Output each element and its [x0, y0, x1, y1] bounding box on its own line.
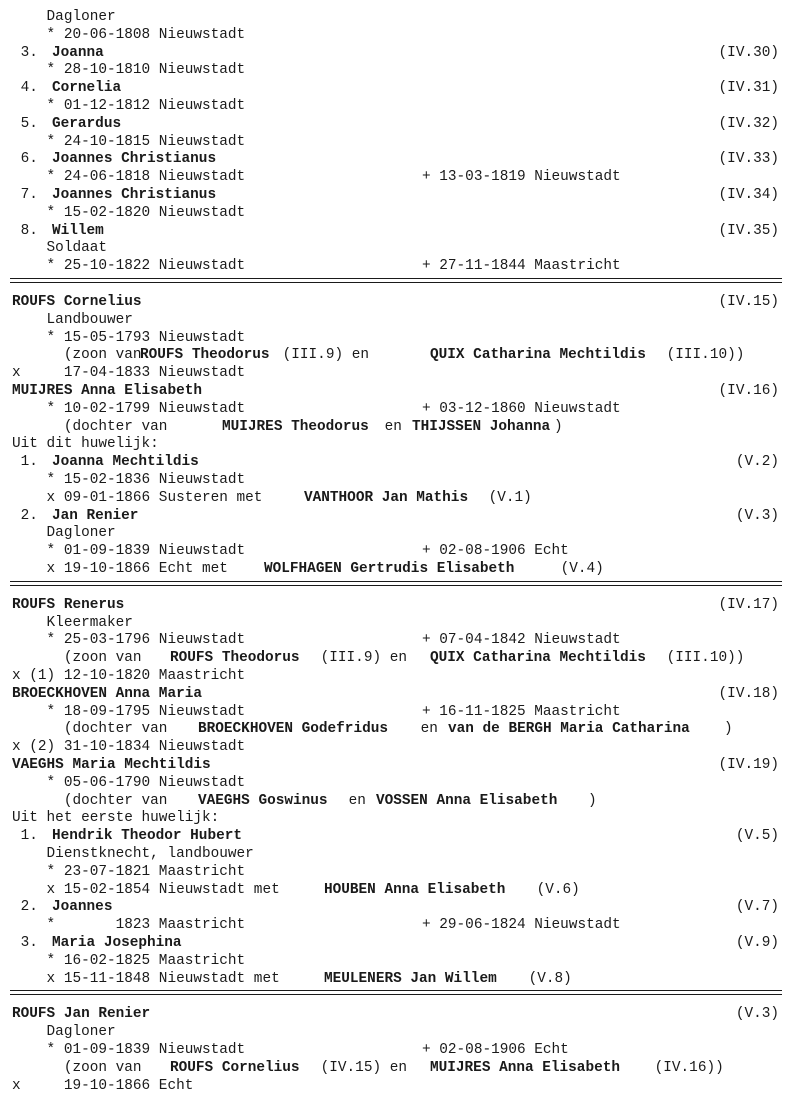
record-text: * 24-06-1818 Nieuwstadt [12, 169, 246, 186]
generation-ref: (IV.17) [718, 596, 779, 613]
record-line [12, 774, 779, 792]
record-text: 2. [12, 507, 47, 524]
section-divider [10, 990, 782, 995]
record-line [12, 168, 779, 186]
record-line [12, 916, 779, 934]
record-text: * 23-07-1821 Maastricht [12, 863, 246, 880]
record-line [12, 26, 779, 44]
record-text: (zoon van [12, 347, 151, 364]
record-text: (zoon van [12, 1059, 151, 1076]
generation-ref: (IV.19) [718, 757, 779, 773]
person-name: Joannes Christianus [52, 151, 217, 168]
record-line [12, 239, 779, 257]
record-text: en [376, 418, 411, 435]
record-line [12, 311, 779, 329]
record-line [12, 667, 779, 685]
record-text: x 19-10-1866 Echt met [12, 561, 237, 577]
record-text: * 01-12-1812 Nieuwstadt [12, 98, 246, 114]
generation-ref: (IV.16) [718, 383, 779, 399]
record-text: x 17-04-1833 Nieuwstadt [12, 365, 246, 382]
record-line [12, 703, 779, 721]
record-text: Soldaat [12, 240, 107, 257]
record-line [12, 79, 779, 97]
section-divider [10, 278, 782, 283]
person-name: MUIJRES Anna Elisabeth [430, 1059, 620, 1076]
record-line [12, 756, 779, 774]
record-line [12, 649, 779, 667]
record-text: ) [554, 418, 563, 435]
record-line [12, 881, 779, 899]
generation-ref: (V.7) [735, 899, 779, 916]
record-text: en [412, 721, 447, 738]
record-line [12, 507, 779, 525]
record-line [12, 952, 779, 970]
person-name: ROUFS Jan Renier [12, 1006, 151, 1023]
record-text: + 27-11-1844 Maastricht [422, 258, 621, 275]
record-line [12, 150, 779, 168]
record-text: (dochter van [12, 418, 177, 435]
record-text: * 1823 Maastricht [12, 917, 246, 934]
record-line [12, 418, 779, 436]
record-text: (V.1) [480, 489, 532, 506]
record-text: * 18-09-1795 Nieuwstadt [12, 703, 246, 720]
record-line [12, 222, 779, 240]
person-name: THIJSSEN Johanna [412, 418, 551, 435]
record-text: + 07-04-1842 Nieuwstadt [422, 632, 621, 649]
record-text: * 10-02-1799 Nieuwstadt [12, 400, 246, 417]
generation-ref: (V.3) [735, 507, 779, 524]
record-text: 8. [12, 222, 47, 239]
record-text: x (2) 31-10-1834 Nieuwstadt [12, 739, 246, 756]
record-text: (zoon van [12, 650, 151, 667]
record-text: en [340, 792, 375, 809]
record-text: x 15-02-1854 Nieuwstadt met [12, 881, 289, 898]
record-line [12, 614, 779, 632]
generation-ref: (IV.35) [718, 222, 779, 239]
record-line [12, 471, 779, 489]
record-line [12, 845, 779, 863]
person-name: VANTHOOR Jan Mathis [304, 489, 469, 506]
generation-ref: (V.9) [735, 935, 779, 951]
record-text: 5. [12, 115, 47, 132]
record-text: x 15-11-1848 Nieuwstadt met [12, 970, 289, 987]
record-line [12, 453, 779, 471]
record-text: 3. [12, 935, 47, 951]
record-text: (V.6) [528, 881, 580, 898]
record-text: (dochter van [12, 792, 177, 809]
person-name: VAEGHS Goswinus [198, 792, 328, 809]
person-name: ROUFS Theodorus [140, 347, 270, 364]
person-name: VOSSEN Anna Elisabeth [376, 792, 558, 809]
record-line [12, 720, 779, 738]
record-line [12, 970, 779, 988]
record-text: * 25-03-1796 Nieuwstadt [12, 632, 246, 649]
person-name: BROECKHOVEN Anna Maria [12, 685, 202, 702]
record-line [12, 1059, 779, 1077]
generation-ref: (IV.33) [718, 151, 779, 168]
record-line [12, 863, 779, 881]
person-name: Jan Renier [52, 507, 139, 524]
person-name: MUIJRES Theodorus [222, 418, 369, 435]
record-line [12, 61, 779, 79]
record-text: * 01-09-1839 Nieuwstadt [12, 543, 246, 560]
record-text: 6. [12, 151, 47, 168]
record-line [12, 524, 779, 542]
record-text: * 15-02-1820 Nieuwstadt [12, 204, 246, 221]
record-text: * 25-10-1822 Nieuwstadt [12, 258, 246, 275]
record-line [12, 435, 779, 453]
record-text: Dagloner [12, 525, 116, 542]
record-line [12, 133, 779, 151]
record-text: x 09-01-1866 Susteren met [12, 489, 272, 506]
record-line [12, 596, 779, 614]
person-name: BROECKHOVEN Godefridus [198, 721, 388, 738]
person-name: VAEGHS Maria Mechtildis [12, 757, 211, 773]
record-line [12, 809, 779, 827]
generation-ref: (IV.32) [718, 115, 779, 132]
record-text: * 15-05-1793 Nieuwstadt [12, 329, 246, 346]
generation-ref: (IV.30) [718, 44, 779, 61]
record-line [12, 1077, 779, 1095]
record-text: (IV.16)) [646, 1059, 724, 1076]
record-text: Dagloner [12, 9, 116, 25]
record-line [12, 560, 779, 578]
record-text: Dienstknecht, landbouwer [12, 846, 254, 862]
record-line [12, 204, 779, 222]
person-name: HOUBEN Anna Elisabeth [324, 881, 506, 898]
record-text: (III.9) en [274, 347, 378, 364]
record-text: * 28-10-1810 Nieuwstadt [12, 62, 246, 79]
record-line [12, 934, 779, 952]
record-line [12, 97, 779, 115]
record-line [12, 542, 779, 560]
record-line [12, 792, 779, 810]
record-text: (IV.15) en [312, 1059, 416, 1076]
record-text: * 01-09-1839 Nieuwstadt [12, 1042, 246, 1058]
record-text: 1. [12, 828, 47, 845]
generation-ref: (V.2) [735, 454, 779, 471]
generation-ref: (IV.31) [718, 80, 779, 97]
person-name: ROUFS Cornelius [170, 1059, 300, 1076]
record-text: * 05-06-1790 Nieuwstadt [12, 774, 246, 791]
record-text: + 16-11-1825 Maastricht [422, 703, 621, 720]
person-name: Hendrik Theodor Hubert [52, 828, 242, 845]
record-line [12, 1041, 779, 1059]
person-name: Joannes Christianus [52, 187, 217, 203]
record-text: Uit dit huwelijk: [12, 436, 159, 453]
record-text: (III.10)) [658, 347, 745, 364]
record-text: Uit het eerste huwelijk: [12, 810, 220, 827]
record-text: + 02-08-1906 Echt [422, 543, 569, 560]
record-line [12, 346, 779, 364]
generation-ref: (IV.15) [718, 294, 779, 310]
record-line [12, 827, 779, 845]
person-name: ROUFS Cornelius [12, 294, 142, 310]
record-text: * 16-02-1825 Maastricht [12, 952, 246, 969]
person-name: MUIJRES Anna Elisabeth [12, 383, 202, 399]
record-text: x 19-10-1866 Echt [12, 1077, 194, 1094]
record-line [12, 115, 779, 133]
record-text: + 29-06-1824 Nieuwstadt [422, 917, 621, 934]
record-line [12, 685, 779, 703]
record-line [12, 738, 779, 756]
person-name: Willem [52, 222, 104, 239]
generation-ref: (V.3) [735, 1006, 779, 1023]
record-text: (III.9) en [312, 650, 416, 667]
record-line [12, 382, 779, 400]
record-text: Dagloner [12, 1024, 116, 1041]
record-text: * 24-10-1815 Nieuwstadt [12, 133, 246, 150]
record-text: (dochter van [12, 721, 177, 738]
record-line [12, 364, 779, 382]
person-name: ROUFS Theodorus [170, 650, 300, 667]
person-name: WOLFHAGEN Gertrudis Elisabeth [264, 561, 515, 577]
record-text: Landbouwer [12, 311, 133, 328]
person-name: QUIX Catharina Mechtildis [430, 650, 646, 667]
record-text: Kleermaker [12, 614, 133, 631]
record-line [12, 257, 779, 275]
record-line [12, 1023, 779, 1041]
record-text: + 02-08-1906 Echt [422, 1042, 569, 1058]
record-line [12, 489, 779, 507]
record-line [12, 186, 779, 204]
person-name: Gerardus [52, 115, 122, 132]
record-text: 2. [12, 899, 47, 916]
record-line [12, 329, 779, 347]
record-text: (V.8) [520, 970, 572, 987]
record-line [12, 898, 779, 916]
record-line [12, 631, 779, 649]
record-text: 4. [12, 80, 47, 97]
record-text: 7. [12, 187, 47, 203]
generation-ref: (V.5) [735, 828, 779, 845]
section-divider [10, 581, 782, 586]
person-name: QUIX Catharina Mechtildis [430, 347, 646, 364]
record-line [12, 8, 779, 26]
record-text: + 13-03-1819 Nieuwstadt [422, 169, 621, 186]
record-line [12, 44, 779, 62]
person-name: ROUFS Renerus [12, 596, 125, 613]
person-name: Cornelia [52, 80, 122, 97]
person-name: Maria Josephina [52, 935, 182, 951]
generation-ref: (IV.34) [718, 187, 779, 203]
record-line [12, 293, 779, 311]
record-text: x (1) 12-10-1820 Maastricht [12, 668, 246, 684]
record-text: ) [724, 721, 733, 738]
record-line [12, 400, 779, 418]
record-text: * 20-06-1808 Nieuwstadt [12, 26, 246, 43]
record-text: * 15-02-1836 Nieuwstadt [12, 472, 246, 488]
record-text: (III.10)) [658, 650, 745, 667]
record-text: ) [588, 792, 597, 809]
record-line [12, 1005, 779, 1023]
person-name: MEULENERS Jan Willem [324, 970, 497, 987]
person-name: Joanna [52, 44, 104, 61]
person-name: Joannes [52, 899, 113, 916]
person-name: Joanna Mechtildis [52, 454, 199, 471]
record-text: (V.4) [552, 561, 604, 577]
generation-ref: (IV.18) [718, 685, 779, 702]
record-text: + 03-12-1860 Nieuwstadt [422, 400, 621, 417]
person-name: van de BERGH Maria Catharina [448, 721, 690, 738]
record-text: 3. [12, 44, 47, 61]
record-text: 1. [12, 454, 47, 471]
